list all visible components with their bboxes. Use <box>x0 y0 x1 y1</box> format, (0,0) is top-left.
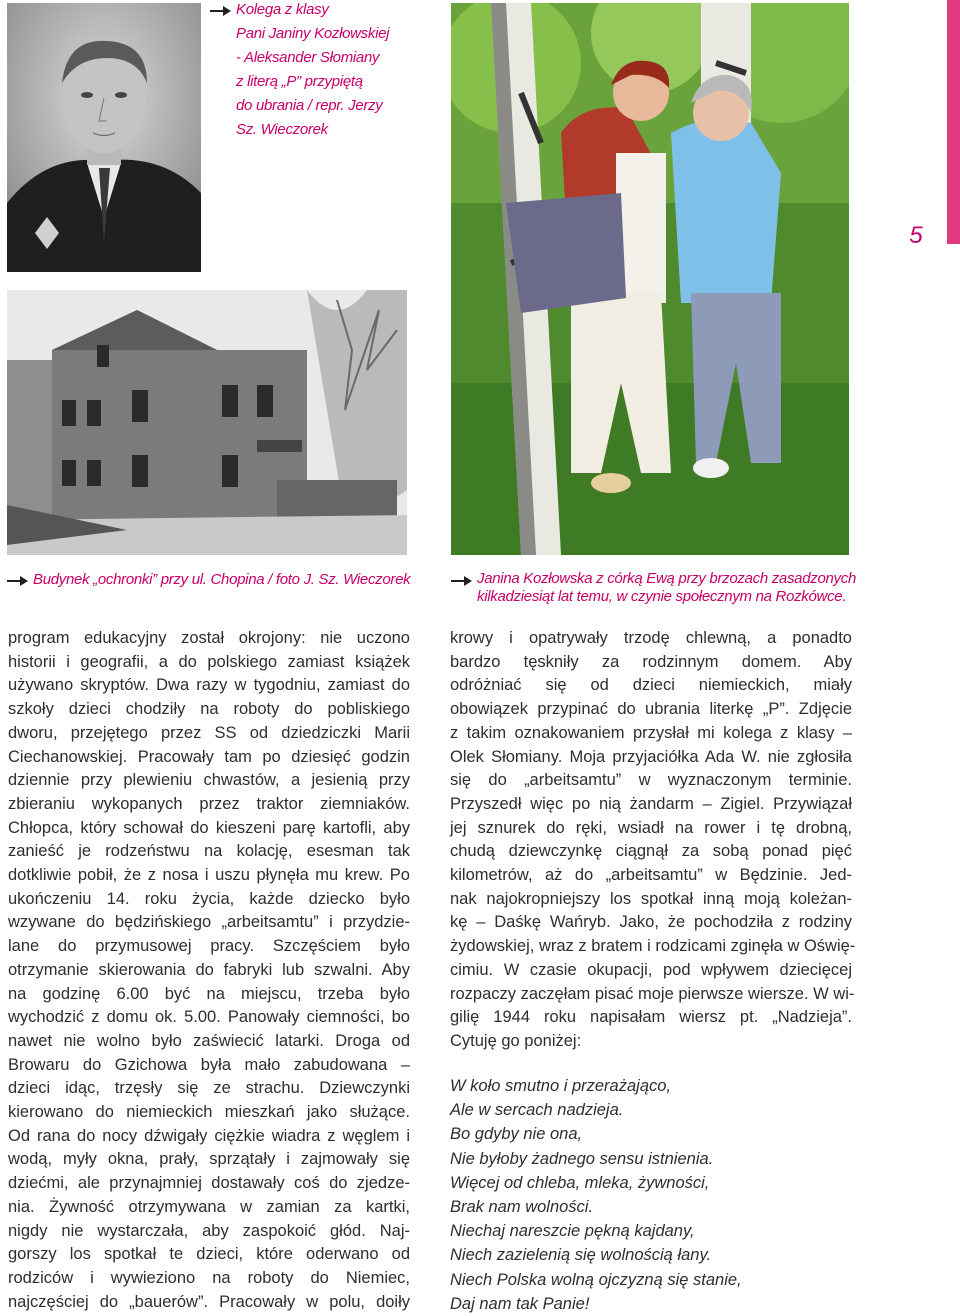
text-line: kilometrów, aż do „arbeitsamtu” w Będzinie. Jed- <box>450 866 852 885</box>
text-line: używano skryptów. Dwa razy w tygodniu, zamiast do <box>8 676 410 695</box>
poem-nadzieja <box>450 1074 890 1316</box>
text-line: gorszy los spotkał te dzieci, które oderwano od <box>8 1245 410 1264</box>
text-line: gilię 1944 roku napisałam wiersz pt. „Nadzieja”. <box>450 1008 852 1027</box>
text-line: zanieść je rodzeństwu na kolację, esesman tak <box>8 842 410 861</box>
portrait-caption: Kolega z klasy Pani Janiny Kozłowskiej - Aleksander Słomiany z literą „P” przypiętą do ubrania / repr. Jerzy Sz. Wieczorek <box>236 1 390 138</box>
text-line: jej sznurek do ręki, wsiadł na rower i tę drobną, <box>450 818 852 837</box>
arrow-right-icon <box>7 575 29 587</box>
text-line: nia. Żywność otrzymywana w zamian za kartki, <box>8 1197 410 1216</box>
text-line: żydowskiej, wraz z bratem i rodzicami zginęła w Oświę- <box>450 937 856 956</box>
text-line: dziećmi, ale przynajmniej dostawały coś do zjedze- <box>8 1174 410 1193</box>
text-line: krowy i opatrywały trzodę chlewną, a ponadto <box>450 629 852 647</box>
poem-line: Niech Polska wolną ojczyzną się stanie, <box>450 1270 742 1289</box>
text-line: Przyszedł więc po nią żandarm – Zigiel. Przywiązał <box>450 794 852 813</box>
text-line: dworu, przejętego przez SS od dziedziczki Marii <box>8 723 410 742</box>
text-line: dzieci idąc, trzęsły się ze strachu. Dziewczynki <box>8 1079 410 1098</box>
text-line: wodą, myły okna, prały, sprzątały i zajmowały się <box>8 1150 410 1169</box>
poem-line: W koło smutno i przerażająco, <box>450 1077 672 1095</box>
text-line: dotkliwie pobił, że z nosa i uszu płynęła mu krew. Po <box>8 866 410 885</box>
text-line: Olek Słomiany. Moja przyjaciółka Ada W. nie zgłosiła <box>450 747 852 766</box>
text-line: rodziców i wywieziono na roboty do Niemiec, <box>8 1268 410 1287</box>
poem-line: Ale w sercach nadzieja. <box>450 1101 624 1120</box>
two-women-photo <box>451 3 849 555</box>
page-number: 5 <box>909 222 923 249</box>
text-line: zbieraniu wykopanych przez traktor ziemniaków. <box>8 794 410 813</box>
text-line: bardzo tęskniły za rodzinnym domem. Aby <box>450 652 852 671</box>
text-line: kierowano do niemieckich mieszkań jako służące. <box>8 1103 410 1122</box>
text-line: szkoły dzieci chodziły na roboty do pobliskiego <box>8 700 410 719</box>
text-line: kę – Daśkę Wańryb. Jako, że pochodziła z rodziny <box>450 913 852 932</box>
text-line: ukończeniu 14. roku życia, każde dziecko było <box>8 889 410 908</box>
building-photo <box>7 290 407 555</box>
text-line: nawet nie wolno było zaświecić latarki. Droga od <box>8 1031 410 1050</box>
text-line: lane do przymusowej pracy. Szczęściem było <box>8 937 410 956</box>
women-caption: Janina Kozłowska z córką Ewą przy brzozach zasadzonych kilkadziesiąt lat temu, w czynie społecznym na Rozkówce. <box>477 570 856 605</box>
poem-line: Daj nam tak Panie! <box>450 1294 590 1313</box>
building-caption: Budynek „ochronki” przy ul. Chopina / foto J. Sz. Wieczorek <box>33 571 411 588</box>
text-line: Od rana do nocy dźwigały ciężkie wiadra z węglem i <box>8 1126 410 1145</box>
text-line: rozpaczy zaczęłam pisać moje pierwsze wiersze. W wi- <box>450 984 855 1003</box>
arrow-right-icon <box>210 5 232 17</box>
text-line: Chłopca, który schował do kieszeni parę kartofli, aby <box>8 818 410 837</box>
article-right-column <box>450 627 856 1054</box>
text-line: wzywane do będzińskiego „arbeitsamtu” i przydzie- <box>8 913 410 932</box>
poem-line: Nie byłoby żadnego sensu istnienia. <box>450 1149 714 1168</box>
portrait-photo <box>7 3 201 272</box>
text-line: na godzinę 6.00 być na miejscu, trzeba było <box>8 984 410 1003</box>
poem-line: Niech zazielenią się wolnością łany. <box>450 1246 712 1265</box>
text-line: Cytuję go poniżej: <box>450 1031 582 1050</box>
article-left-column <box>8 627 410 1314</box>
page-edge-bar <box>947 0 960 244</box>
text-line: wychodzić z domu ok. 5.00. Panowały ciemności, bo <box>8 1008 410 1027</box>
poem-line: Brak nam wolności. <box>450 1198 594 1217</box>
text-line: nak najokropniejszy los spotkał inną moją koleżan- <box>450 889 852 908</box>
arrow-right-icon <box>451 575 473 587</box>
text-line: otrzymanie skierowania do fabryki lub szwalni. Aby <box>8 960 410 979</box>
text-line: dziennie przy plewieniu chwastów, a jesienią przy <box>8 771 410 790</box>
poem-line: Niechaj nareszcie pękną kajdany, <box>450 1222 695 1241</box>
poem-line: Bo gdyby nie ona, <box>450 1125 583 1144</box>
text-line: Browaru do Gzichowa była mało zabudowana – <box>8 1055 410 1074</box>
text-line: z takim oznakowaniem przysłał mi kolega z klasy – <box>450 723 852 742</box>
text-line: cimiu. W czasie okupacji, pod wpływem dziecięcej <box>450 960 852 979</box>
text-line: nigdy nie wystarczała, aby zaspokoić głód. Naj- <box>8 1221 410 1240</box>
text-line: Ciechanowskiej. Pracowały tam po dziesięć godzin <box>8 747 410 766</box>
text-line: historii i geografii, a do polskiego zamiast książek <box>8 652 410 671</box>
text-line: się do „arbeitsamtu” w wyznaczonym terminie. <box>450 771 852 790</box>
text-line: odróżniać się od dzieci niemieckich, miały <box>450 676 852 695</box>
text-line: chudą dziewczynkę ciągnął za sobą ponad pięć <box>450 842 852 861</box>
text-line: obowiązek przypinać do ubrania literkę „P”. Zdjęcie <box>450 700 852 719</box>
text-line: program edukacyjny został okrojony: nie uczono <box>8 629 410 647</box>
text-line: najczęściej do „bauerów”. Pracowały w polu, doiły <box>8 1292 410 1311</box>
poem-line: Więcej od chleba, mleka, żywności, <box>450 1173 710 1192</box>
